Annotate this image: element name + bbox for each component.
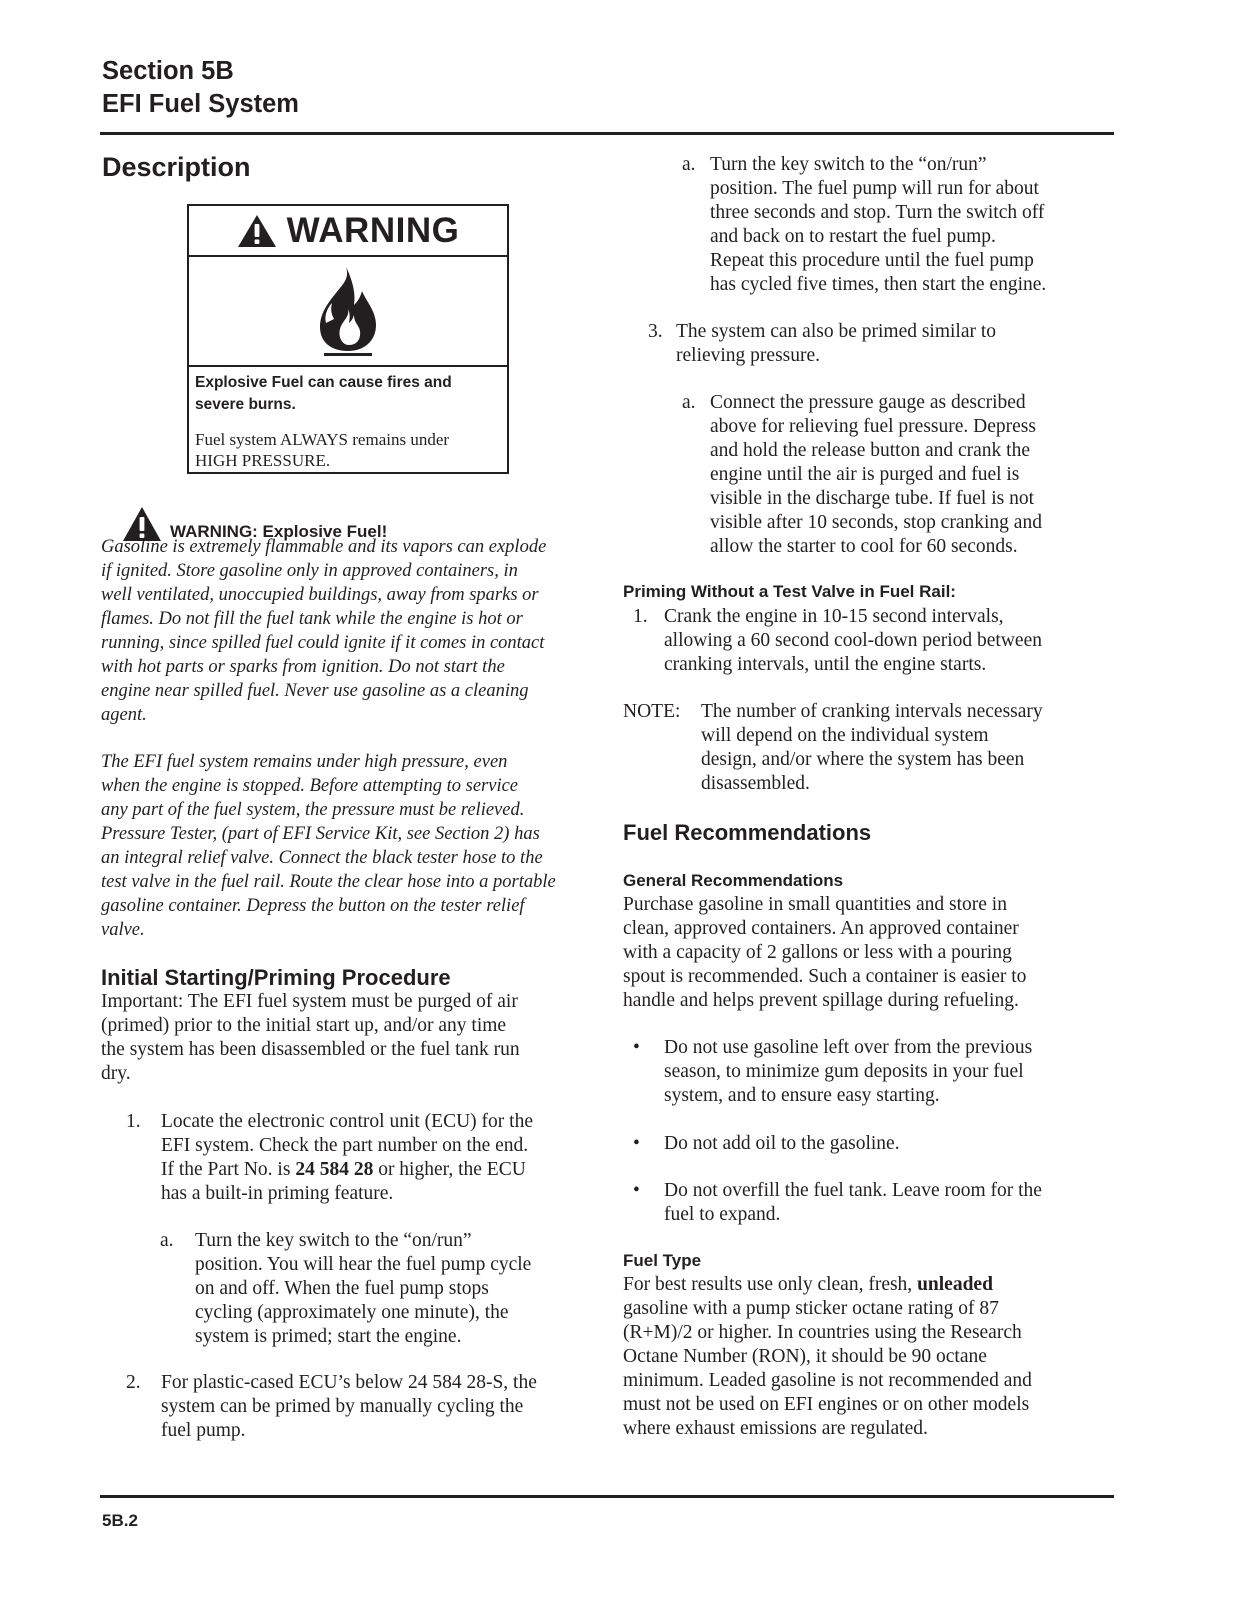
warning-title: WARNING — [286, 210, 460, 250]
note-label: NOTE: — [623, 701, 681, 722]
initial-priming-heading: Initial Starting/Priming Procedure — [101, 965, 451, 990]
description-heading: Description — [102, 152, 251, 182]
fuel-recommendations-heading: Fuel Recommendations — [623, 820, 872, 845]
section-title: EFI Fuel System — [102, 90, 299, 118]
flame-icon — [312, 265, 384, 357]
flame-pictogram — [189, 257, 507, 367]
general-recommendations-heading: General Recommendations — [623, 871, 844, 890]
footer-rule — [100, 1495, 1114, 1498]
warning-box — [187, 204, 509, 474]
header-rule — [100, 132, 1114, 135]
section-header — [102, 55, 299, 121]
page-number: 5B.2 — [102, 1511, 138, 1530]
warning-triangle-icon — [237, 214, 277, 248]
warning-body-text: Fuel system ALWAYS remains under HIGH PRESSURE. — [195, 430, 450, 470]
fuel-type-paragraph: For best results use only clean, fresh, unleaded gasoline with a pump sticker octane rating of 87 (R+M)/2 or higher. In countries using the Research Octane Number (RON), it should be 90 octane minimum. Leaded gasoline is not recommended and must not be used on EFI engines or on other models where exhaust emissions are regulated. — [623, 1274, 1032, 1439]
unleaded-emphasis: unleaded — [917, 1274, 993, 1295]
fuel-type-heading: Fuel Type — [623, 1251, 702, 1270]
bullet-icon: • — [633, 1037, 640, 1058]
important-paragraph: Important: The EFI fuel system must be purged of air (primed) prior to the initial start up, and/or any time the system has been disassembled or the fuel tank run dry. — [101, 991, 520, 1084]
gasoline-warning-paragraph: Gasoline is extremely flammable and its vapors can explode if ignited. Store gasoline only in approved containers, in well ventilated, unoccupied buildings, away from sparks or flames. Do not fill the fuel tank while the engine is hot or running, since spilled fuel could ignite if it comes in contact with hot parts or sparks from ignition. Do not start the engine near spilled fuel. Never use gasoline as a cleaning agent. — [101, 537, 547, 725]
priming-without-valve-heading: Priming Without a Test Valve in Fuel Rail: — [623, 582, 956, 601]
general-recommendations-paragraph: Purchase gasoline in small quantities and store in clean, approved containers. An approved container with a capacity of 2 gallons or less with a pouring spout is recommended. Such a container is easier to handle and helps prevent spillage during refueling. — [623, 894, 1027, 1011]
bullet-icon: • — [633, 1180, 640, 1201]
pressure-warning-paragraph: The EFI fuel system remains under high pressure, even when the engine is stopped. Before attempting to service any part of the fuel system, the pressure must be relieved. Pressure Tester, (part of EFI Service Kit, see Section 2) has an integral relief valve. Connect the black tester hose to the test valve in the fuel rail. Route the clear hose into a portable gasoline container. Depress the button on the tester relief valve. — [101, 752, 556, 940]
warning-box-header — [189, 206, 507, 257]
warning-bold-text: Explosive Fuel can cause fires and severe burns. — [195, 374, 452, 413]
part-number: 24 584 28 — [295, 1159, 374, 1180]
explosive-fuel-title: WARNING: Explosive Fuel! — [170, 522, 388, 541]
bullet-icon: • — [633, 1133, 640, 1154]
section-number: Section 5B — [102, 57, 234, 85]
